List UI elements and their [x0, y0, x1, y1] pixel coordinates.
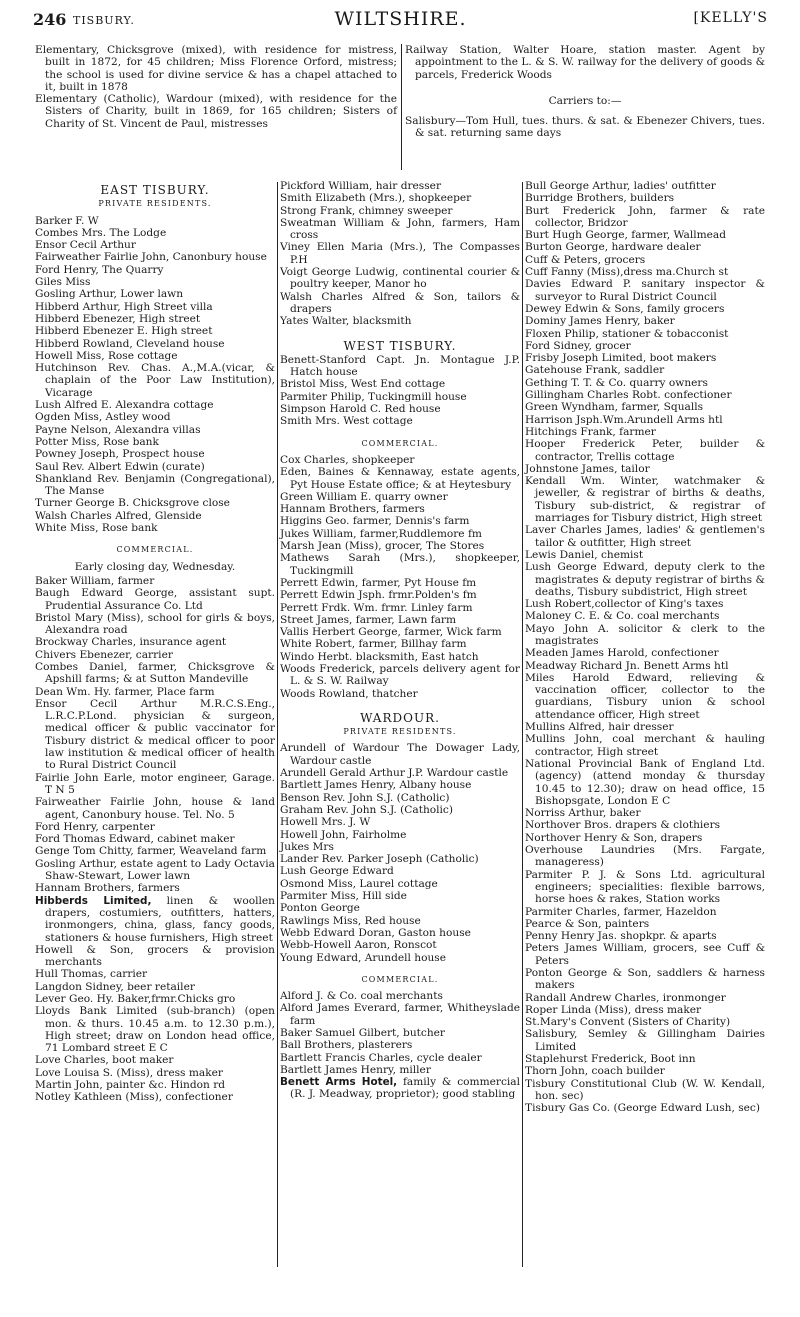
directory-entry: Lever Geo. Hy. Baker,frmr.Chicks gro	[35, 993, 236, 1005]
directory-entry: Combes Daniel, farmer, Chicksgrove & Apshill farms; & at Sutton Mandeville	[35, 660, 275, 686]
directory-entry: Dominy James Henry, baker	[525, 315, 675, 328]
directory-entry: Alford James Everard, farmer, Whitheyslade farm	[280, 1002, 520, 1027]
carriers-heading: Carriers to:—	[548, 94, 622, 107]
directory-entry: Woods Rowland, thatcher	[280, 687, 418, 700]
directory-entry: Notley Kathleen (Miss), confectioner	[35, 1091, 233, 1104]
directory-entry: Potter Miss, Rose bank	[35, 435, 159, 448]
directory-entry: Benson Rev. John S.J. (Catholic)	[280, 791, 450, 804]
directory-entry: Combes Mrs. The Lodge	[35, 226, 167, 239]
directory-entry: Viney Ellen Maria (Mrs.), The Compasses P.H	[280, 241, 520, 266]
directory-entry: Walsh Charles Alfred, Glenside	[35, 509, 202, 522]
directory-entry: Frisby Joseph Limited, boot makers	[525, 352, 717, 365]
directory-entry: Hibberd Rowland, Cleveland house	[35, 337, 225, 350]
running-head-town: TISBURY.	[73, 14, 135, 27]
directory-entry: Penny Henry Jas. shopkpr. & aparts	[525, 930, 717, 943]
directory-entry: Norriss Arthur, baker	[525, 807, 641, 820]
section-heading: EAST TISBURY.	[100, 183, 210, 197]
directory-entry: Strong Frank, chimney sweeper	[280, 204, 453, 217]
directory-entry: Genge Tom Chitty, farmer, Weaveland farm	[35, 845, 267, 858]
directory-entry: Street James, farmer, Lawn farm	[280, 613, 456, 626]
directory-entry: Fairweather Fairlie John, house & land agent, Canonbury house. Tel. No. 5	[35, 796, 275, 821]
directory-entry: Parmiter Charles, farmer, Hazeldon	[525, 905, 717, 918]
directory-entry: Bristol Mary (Miss), school for girls & boys, Alexandra road	[35, 611, 275, 637]
directory-entry: Alford J. & Co. coal merchants	[280, 990, 443, 1003]
directory-entry: Overhouse Laundries (Mrs. Fargate, manageress)	[525, 844, 765, 869]
directory-column-3	[525, 180, 765, 1115]
directory-entry: White Robert, farmer, Billhay farm	[280, 638, 467, 651]
directory-entry: Hutchinson Rev. Chas. A.,M.A.(vicar, & chaplain of the Poor Law Institution), Vicarage	[35, 362, 275, 399]
directory-entry: Bartlett James Henry, Albany house	[280, 779, 472, 792]
directory-entry: Sweatman William & John, farmers, Ham cross	[280, 216, 520, 242]
page-number: 246	[33, 10, 67, 29]
directory-entry: Northover Henry & Son, drapers	[525, 831, 703, 844]
directory-entry: Ball Brothers, plasterers	[280, 1039, 413, 1052]
directory-entry: Thorn John, coach builder	[525, 1065, 665, 1078]
directory-entry: Gething T. T. & Co. quarry owners	[525, 376, 708, 389]
directory-entry: Ogden Miss, Astley wood	[35, 411, 171, 424]
directory-entry: Lewis Daniel, chemist	[525, 548, 644, 561]
directory-entry: Ford Henry, carpenter	[35, 820, 155, 833]
directory-entry: Bull George Arthur, ladies' outfitter	[525, 180, 716, 192]
directory-entry: Green Wyndham, farmer, Squalls	[525, 401, 704, 414]
directory-entry: Osmond Miss, Laurel cottage	[280, 877, 438, 890]
directory-entry: Benett-Stanford Capt. Jn. Montague J.P. Hatch house	[280, 353, 520, 379]
directory-entry: Ford Sidney, grocer	[525, 339, 631, 352]
directory-entry: Baker Samuel Gilbert, butcher	[280, 1027, 445, 1039]
directory-entry: Salisbury, Semley & Gillingham Dairies Limited	[525, 1028, 765, 1053]
directory-column-1	[35, 180, 275, 1104]
directory-entry: Ford Henry, The Quarry	[35, 263, 164, 276]
directory-entry: Lush Robert,collector of King's taxes	[525, 598, 724, 611]
spacer	[35, 534, 275, 542]
column-divider	[277, 182, 278, 1267]
directory-entry: Simpson Harold C. Red house	[280, 403, 441, 416]
directory-entry: Ensor Cecil Arthur	[35, 239, 136, 252]
directory-entry: Green William E. quarry owner	[280, 490, 448, 503]
publisher-mark: [KELLY'S	[693, 10, 768, 26]
directory-entry: St.Mary's Convent (Sisters of Charity)	[525, 1016, 731, 1029]
directory-entry: Hull Thomas, carrier	[35, 968, 148, 981]
entry-details: family & commercial (R. J. Meadway, proprietor); good stabling	[290, 1076, 520, 1101]
directory-entry: Dean Wm. Hy. farmer, Place farm	[35, 685, 215, 698]
directory-entry: Howell John, Fairholme	[280, 828, 407, 841]
subsection-heading: COMMERCIAL.	[361, 438, 439, 448]
directory-entry: Northover Bros. drapers & clothiers	[525, 819, 721, 832]
directory-entry: Webb-Howell Aaron, Ronscot	[280, 939, 437, 952]
directory-entry: Pearce & Son, painters	[525, 917, 650, 930]
directory-entry: Lush George Edward, deputy clerk to the magistrates & deputy registrar of births & deaths, Tisbury subdistrict, High street	[525, 561, 765, 598]
directory-entry: Eden, Baines & Kennaway, estate agents, Pyt House Estate office; & at Heytesbury	[280, 466, 520, 491]
directory-entry: Langdon Sidney, beer retailer	[35, 980, 195, 993]
directory-entry: Webb Edward Doran, Gaston house	[280, 926, 471, 939]
directory-entry: Lush Alfred E. Alexandra cottage	[35, 399, 214, 412]
directory-entry: Burridge Brothers, builders	[525, 192, 675, 205]
directory-entry: Fairlie John Earle, motor engineer, Garage. T N 5	[35, 771, 275, 796]
directory-entry: Graham Rev. John S.J. (Catholic)	[280, 803, 454, 816]
directory-entry: Tisbury Constitutional Club (W. W. Kendall, hon. sec)	[525, 1077, 765, 1102]
subsection-heading: PRIVATE RESIDENTS.	[343, 727, 457, 737]
directory-entry: Jukes William, farmer,Ruddlemore fm	[280, 527, 482, 540]
directory-entry: Parmiter Philip, Tuckingmill house	[280, 390, 467, 403]
subsection-heading: COMMERCIAL.	[361, 974, 439, 984]
directory-entry: Love Louisa S. (Miss), dress maker	[35, 1066, 223, 1079]
directory-entry: Burton George, hardware dealer	[525, 241, 701, 254]
directory-entry: Brockway Charles, insurance agent	[35, 636, 227, 649]
directory-entry: Roper Linda (Miss), dress maker	[525, 1003, 702, 1016]
entry-details: linen & woollen drapers, costumiers, outfitters, hatters, ironmongers, china, glass, fancy goods, stationers & house furnishers, High street	[45, 894, 275, 944]
directory-entry: Rawlings Miss, Red house	[280, 914, 421, 927]
directory-entry: Arundell Gerald Arthur J.P. Wardour castle	[280, 767, 509, 780]
directory-entry: Shankland Rev. Benjamin (Congregational), The Manse	[35, 472, 275, 498]
directory-entry: Mathews Sarah (Mrs.), shopkeeper, Tuckingmill	[280, 552, 520, 577]
directory-entry: Kendall Wm. Winter, watchmaker & jeweller, & registrar of births & deaths, Tisbury sub-district, & registrar of marriages for Tisbury district, High street	[525, 475, 765, 525]
entry-name-bold: Benett Arms Hotel,	[280, 1076, 398, 1089]
directory-entry: Mullins Alfred, hair dresser	[525, 721, 674, 734]
directory-entry: Love Charles, boot maker	[35, 1054, 174, 1067]
directory-entry: Hitchings Frank, farmer	[525, 425, 656, 438]
page-title: WILTSHIRE.	[334, 8, 467, 30]
directory-entry: Lush George Edward	[280, 865, 394, 878]
directory-entry: Chivers Ebenezer, carrier	[35, 648, 173, 661]
directory-entry: Perrett Frdk. Wm. frmr. Linley farm	[280, 601, 473, 614]
directory-entry: Woods Frederick, parcels delivery agent for L. & S. W. Railway	[280, 662, 520, 688]
directory-entry: Marsh Jean (Miss), grocer, The Stores	[280, 540, 485, 553]
directory-entry: Giles Miss	[35, 276, 91, 289]
directory-entry: Cuff Fanny (Miss),dress ma.Church st	[525, 266, 729, 279]
directory-entry: Walsh Charles Alfred & Son, tailors & drapers	[280, 290, 520, 315]
directory-entry: Saul Rev. Albert Edwin (curate)	[35, 460, 205, 473]
directory-entry: Gatehouse Frank, saddler	[525, 364, 665, 377]
schools-section	[35, 44, 397, 130]
directory-entry: Cuff & Peters, grocers	[525, 253, 646, 266]
directory-entry: Ensor Cecil Arthur M.R.C.S.Eng., L.R.C.P.Lond. physician & surgeon, medical officer & public vaccinator for Tisbury district & medical officer to poor law institution & medical officer of health to Rural District Council	[35, 697, 275, 772]
directory-entry: Bartlett Francis Charles, cycle dealer	[280, 1051, 482, 1064]
directory-entry: Voigt George Ludwig, continental courier & poultry keeper, Manor ho	[280, 266, 520, 291]
directory-entry: Meaden James Harold, confectioner	[525, 647, 719, 660]
spacer	[280, 964, 520, 972]
directory-entry: Parmiter Miss, Hill side	[280, 890, 407, 903]
directory-entry: Bartlett James Henry, miller	[280, 1063, 431, 1076]
directory-entry: Turner George B. Chicksgrove close	[35, 497, 230, 510]
directory-entry: Lloyds Bank Limited (sub-branch) (open mon. & thurs. 10.45 a.m. to 12.30 p.m.), High street; draw on London head office, 71 Lombard street E C	[35, 1005, 275, 1055]
directory-entry: Mullins John, coal merchant & hauling contractor, High street	[525, 733, 765, 758]
directory-entry: Baugh Edward George, assistant supt. Prudential Assurance Co. Ltd	[35, 587, 275, 612]
spacer	[280, 700, 520, 708]
railway-entry: Railway Station, Walter Hoare, station master. Agent by appointment to the L. & S. W. railway for the delivery of goods & parcels, Frederick Woods	[405, 44, 765, 81]
directory-entry: Hibberd Ebenezer E. High street	[35, 325, 213, 338]
directory-entry: Hibberd Ebenezer, High street	[35, 312, 201, 325]
directory-entry: Fairweather Fairlie John, Canonbury house	[35, 251, 267, 264]
directory-entry: Peters James William, grocers, see Cuff & Peters	[525, 942, 765, 967]
directory-entry: White Miss, Rose bank	[35, 522, 158, 535]
directory-entry: Parmiter P. J. & Sons Ltd. agricultural engineers; specialities: flexible barrows, horse hoes & rakes, Station works	[525, 868, 765, 906]
directory-entry: Pickford William, hair dresser	[280, 180, 442, 192]
page-header	[33, 8, 768, 32]
directory-entry: Baker William, farmer	[35, 574, 155, 587]
directory-entry: Martin John, painter &c. Hindon rd	[35, 1079, 226, 1092]
directory-entry: Higgins Geo. farmer, Dennis's farm	[280, 515, 470, 528]
directory-entry: Maloney C. E. & Co. coal merchants	[525, 610, 720, 623]
directory-entry: Ford Thomas Edward, cabinet maker	[35, 833, 235, 846]
directory-entry: Arundell of Wardour The Dowager Lady, Wardour castle	[280, 742, 520, 767]
directory-entry: Jukes Mrs	[280, 840, 334, 853]
directory-entry: Lander Rev. Parker Joseph (Catholic)	[280, 853, 479, 866]
directory-entry: Powney Joseph, Prospect house	[35, 448, 205, 461]
section-heading: WARDOUR.	[360, 710, 440, 725]
spacer	[280, 428, 520, 436]
directory-entry: Mayo John A. solicitor & clerk to the magistrates	[525, 622, 765, 647]
directory-entry: Gillingham Charles Robt. confectioner	[525, 389, 732, 402]
directory-entry: Harrison Jsph.Wm.Arundell Arms htl	[525, 413, 723, 426]
directory-entry: Hannam Brothers, farmers	[35, 882, 180, 895]
directory-entry: Ponton George	[280, 902, 360, 915]
directory-entry: Gosling Arthur, Lower lawn	[35, 288, 184, 301]
directory-entry: Bristol Miss, West End cottage	[280, 378, 446, 391]
directory-entry: Johnstone James, tailor	[525, 462, 650, 475]
directory-entry: Miles Harold Edward, relieving & vaccination officer, collector to the guardians, Tisbury union & school attendance officer, High street	[525, 671, 765, 721]
directory-entry: National Provincial Bank of England Ltd. (agency) (attend monday & thursday 10.45 to 12.30); draw on head office, 15 Bishopsgate, London E C	[525, 757, 765, 807]
directory-entry: Perrett Edwin, farmer, Pyt House fm	[280, 576, 477, 589]
directory-entry: Howell Mrs. J. W	[280, 816, 371, 829]
directory-entry: Barker F. W	[35, 214, 99, 227]
directory-entry: Perrett Edwin Jsph. frmr.Polden's fm	[280, 589, 477, 602]
subsection-heading: COMMERCIAL.	[116, 545, 194, 555]
directory-entry: Davies Edward P. sanitary inspector & surveyor to Rural District Council	[525, 278, 765, 303]
carriers-entry: Salisbury—Tom Hull, tues. thurs. & sat. & Ebenezer Chivers, tues. & sat. returning same days	[405, 115, 765, 140]
directory-entry	[35, 895, 275, 944]
school-entry: Elementary, Chicksgrove (mixed), with residence for mistress, built in 1872, for 45 children; Miss Florence Orford, mistress; the school is used for divine service & has a chapel attached to it, built in 1878	[35, 44, 397, 93]
directory-entry: Meadway Richard Jn. Benett Arms htl	[525, 659, 729, 672]
directory-entry: Hibberd Arthur, High Street villa	[35, 300, 213, 313]
directory-entry: Staplehurst Frederick, Boot inn	[525, 1053, 696, 1066]
directory-entry: Yates Walter, blacksmith	[280, 315, 412, 328]
directory-entry: Hooper Frederick Peter, builder & contractor, Trellis cottage	[525, 438, 765, 463]
directory-entry: Ponton George & Son, saddlers & harness makers	[525, 967, 765, 992]
directory-entry	[280, 1076, 520, 1101]
column-divider	[401, 44, 402, 170]
spacer	[280, 328, 520, 336]
directory-entry: Howell Miss, Rose cottage	[35, 349, 178, 362]
directory-entry: Floxen Philip, stationer & tobacconist	[525, 327, 729, 340]
directory-column-2	[280, 180, 520, 1101]
column-divider	[522, 182, 523, 1267]
directory-entry: Payne Nelson, Alexandra villas	[35, 423, 201, 436]
directory-entry: Burt Frederick John, farmer & rate collector, Bridzor	[525, 204, 765, 229]
directory-entry: Tisbury Gas Co. (George Edward Lush, sec)	[525, 1102, 760, 1115]
section-note: Early closing day, Wednesday.	[74, 560, 236, 573]
entry-name-bold: Hibberds Limited,	[35, 894, 152, 907]
directory-entry: Howell & Son, grocers & provision merchants	[35, 943, 275, 969]
directory-entry: Dewey Edwin & Sons, family grocers	[525, 302, 725, 315]
directory-entry: Laver Charles James, ladies' & gentlemen's tailor & outfitter, High street	[525, 524, 765, 549]
directory-entry: Smith Elizabeth (Mrs.), shopkeeper	[280, 192, 472, 205]
subsection-heading: PRIVATE RESIDENTS.	[98, 199, 212, 209]
directory-entry: Young Edward, Arundell house	[280, 951, 447, 964]
directory-entry: Smith Mrs. West cottage	[280, 415, 413, 428]
directory-entry: Cox Charles, shopkeeper	[280, 453, 415, 466]
directory-entry: Gosling Arthur, estate agent to Lady Octavia Shaw-Stewart, Lower lawn	[35, 857, 275, 883]
school-entry: Elementary (Catholic), Wardour (mixed), with residence for the Sisters of Charity, built in 1869, for 165 children; Sisters of Charity of St. Vincent de Paul, mistresses	[35, 93, 397, 130]
directory-entry: Randall Andrew Charles, ironmonger	[525, 991, 726, 1004]
directory-entry: Windo Herbt. blacksmith, East hatch	[280, 650, 479, 663]
section-heading: WEST TISBURY.	[343, 338, 457, 353]
railway-carriers-section	[405, 44, 765, 140]
directory-entry: Hannam Brothers, farmers	[280, 503, 425, 516]
directory-entry: Vallis Herbert George, farmer, Wick farm	[280, 626, 502, 639]
directory-entry: Burt Hugh George, farmer, Wallmead	[525, 229, 727, 242]
